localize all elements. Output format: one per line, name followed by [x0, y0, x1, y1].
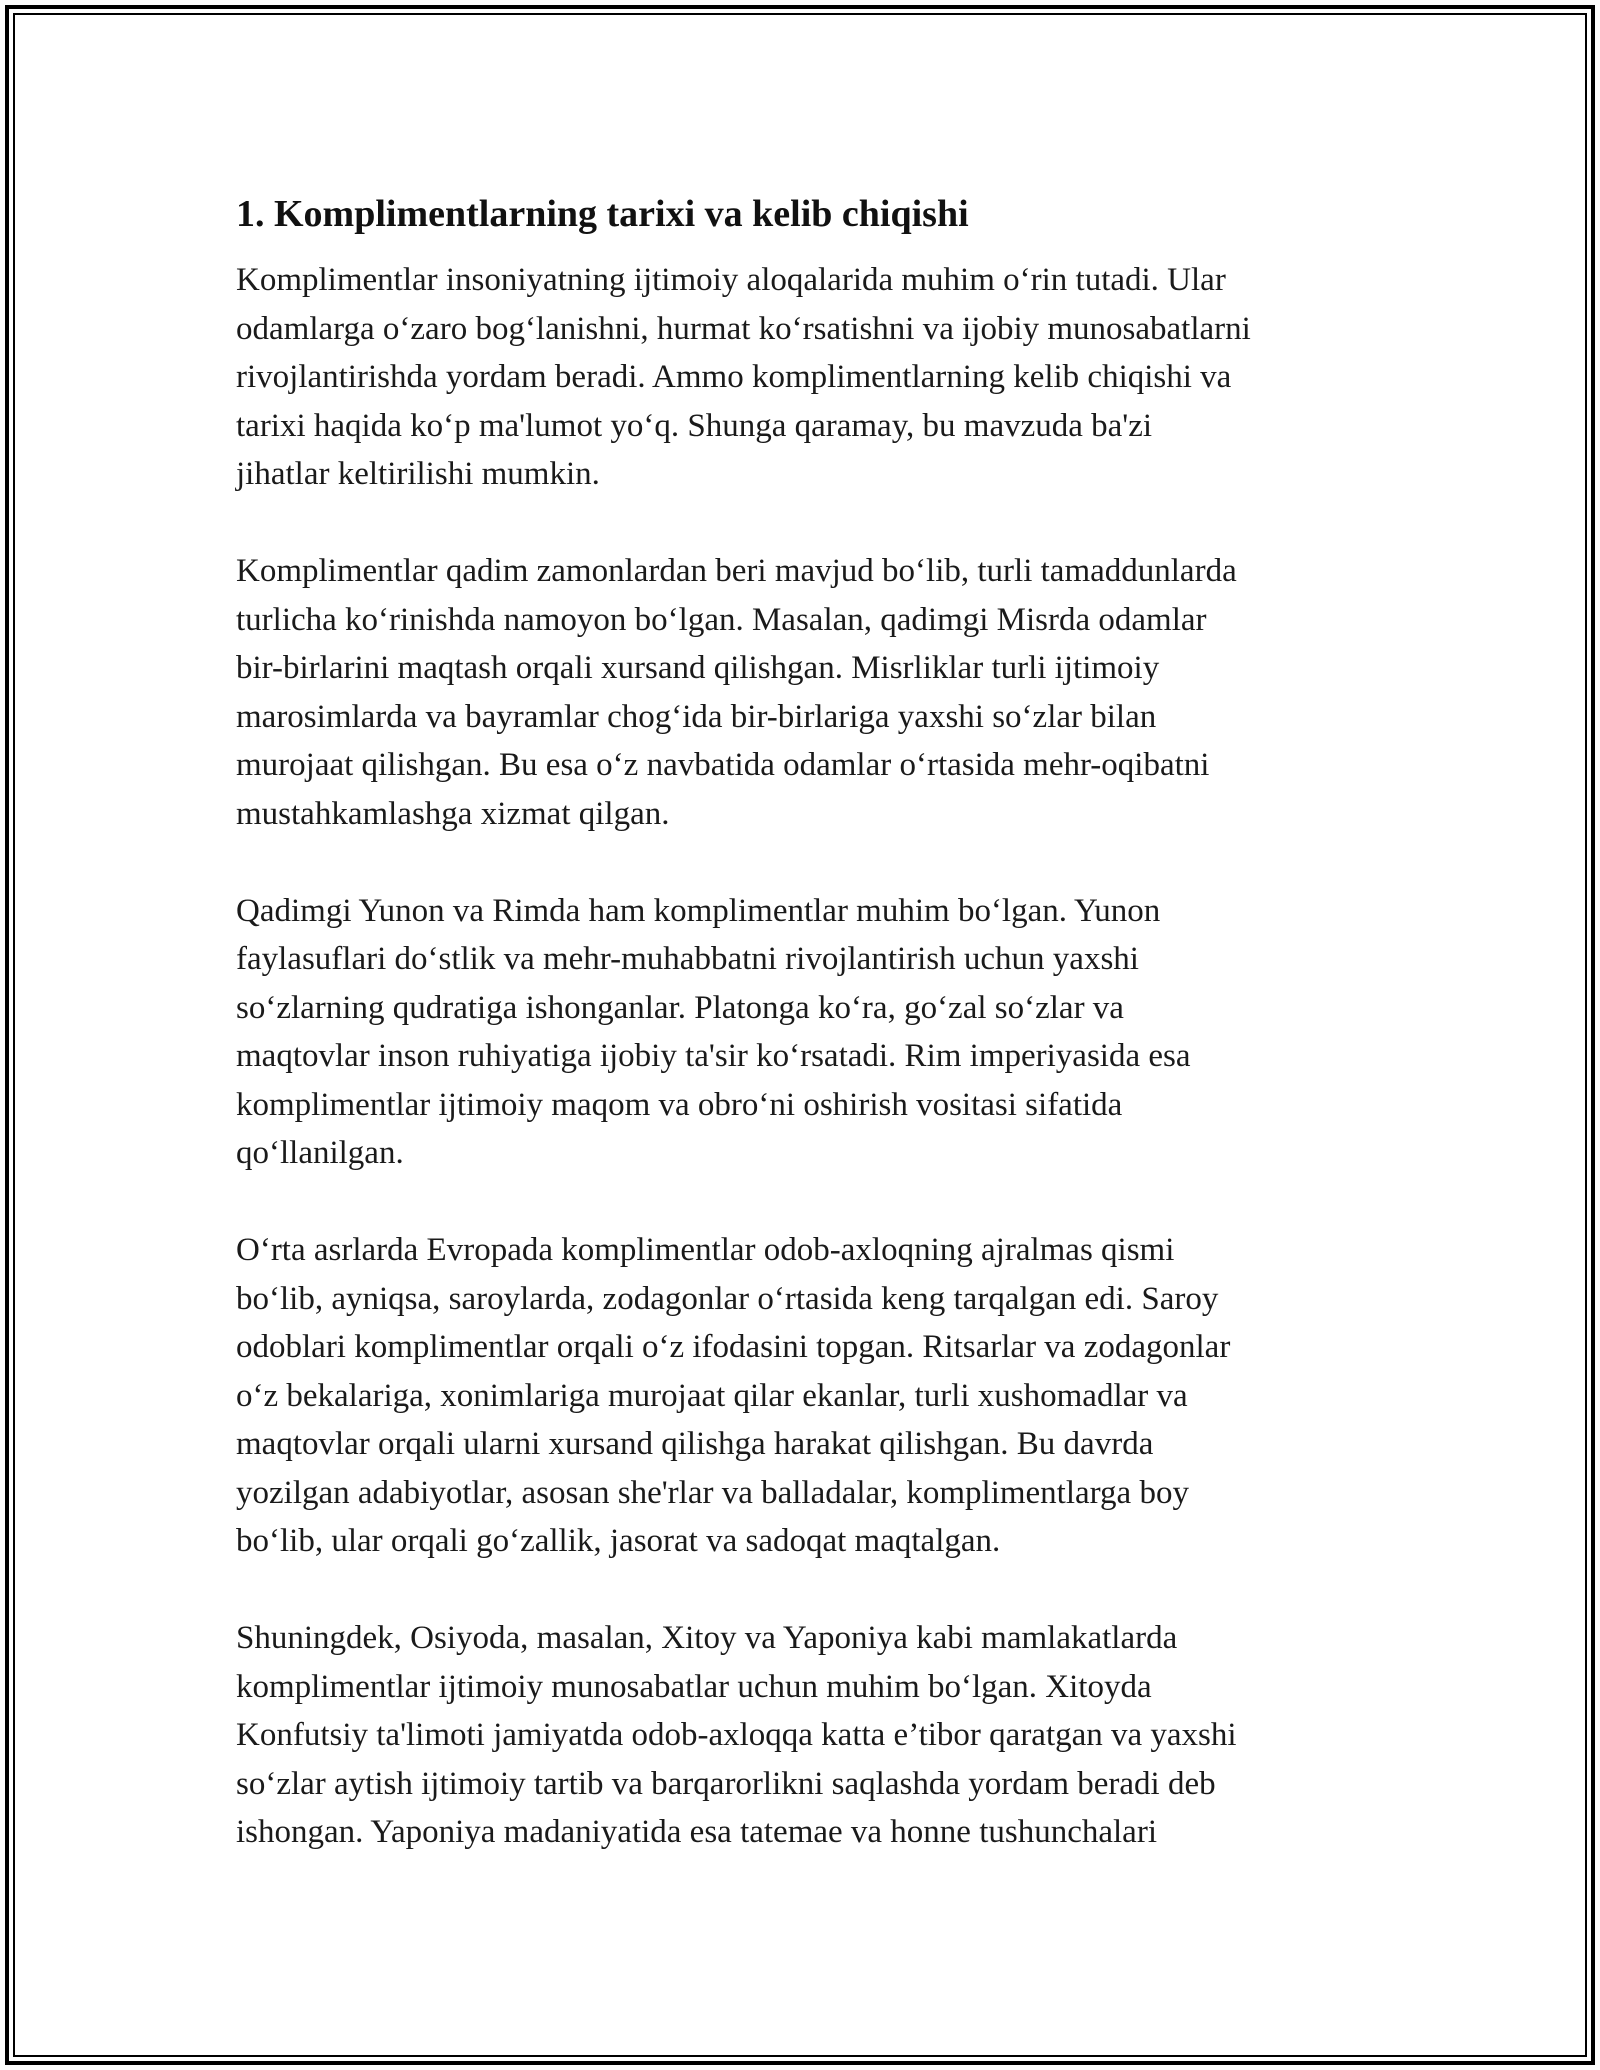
- paragraph-line: mustahkamlashga xizmat qilgan.: [236, 795, 670, 832]
- paragraph-line: faylasuflari do‘stlik va mehr-muhabbatni rivojlantirish uchun yaxshi: [236, 941, 1139, 977]
- paragraph-line: komplimentlar ijtimoiy munosabatlar uchun muhim bo‘lgan. Xitoyda: [236, 1668, 1152, 1705]
- paragraph-line: murojaat qilishgan. Bu esa o‘z navbatida odamlar o‘rtasida mehr-oqibatni: [236, 747, 1210, 783]
- paragraph-line: rivojlantirishda yordam beradi. Ammo komplimentlarning kelib chiqishi va: [236, 359, 1232, 395]
- paragraph-line: so‘zlarning qudratiga ishonganlar. Platonga ko‘ra, go‘zal so‘zlar va: [236, 989, 1124, 1026]
- paragraph-line: bo‘lib, ayniqsa, saroylarda, zodagonlar o‘rtasida keng tarqalgan edi. Saroy: [236, 1280, 1219, 1317]
- paragraph-line: Shuningdek, Osiyoda, masalan, Xitoy va Yaponiya kabi mamlakatlarda: [236, 1620, 1178, 1656]
- paragraph-line: odamlarga o‘zaro bog‘lanishni, hurmat ko‘rsatishni va ijobiy munosabatlarni: [236, 310, 1251, 347]
- paragraph-line: jihatlar keltirilishi mumkin.: [236, 456, 600, 492]
- paragraph-4: [236, 1226, 1386, 1566]
- paragraph-1: [236, 256, 1386, 499]
- paragraph-line: so‘zlar aytish ijtimoiy tartib va barqarorlikni saqlashda yordam beradi deb: [236, 1765, 1216, 1802]
- paragraph-line: bo‘lib, ular orqali go‘zallik, jasorat va sadoqat maqtalgan.: [236, 1523, 1001, 1559]
- paragraph-line: turlicha ko‘rinishda namoyon bo‘lgan. Masalan, qadimgi Misrda odamlar: [236, 601, 1207, 638]
- paragraph-line: maqtovlar orqali ularni xursand qilishga harakat qilishgan. Bu davrda: [236, 1426, 1154, 1462]
- paragraph-line: Komplimentlar insoniyatning ijtimoiy aloqalarida muhim o‘rin tutadi. Ular: [236, 262, 1226, 298]
- paragraph-line: O‘rta asrlarda Evropada komplimentlar odob-axloqning ajralmas qismi: [236, 1232, 1175, 1268]
- paragraph-3: [236, 887, 1386, 1178]
- paragraph-line: Konfutsiy ta'limoti jamiyatda odob-axloqqa katta e’tibor qaratgan va yaxshi: [236, 1717, 1237, 1753]
- paragraph-line: qo‘llanilgan.: [236, 1135, 404, 1171]
- section-heading: 1. Komplimentlarning tarixi va kelib chiqishi: [236, 193, 969, 235]
- paragraph-line: o‘z bekalariga, xonimlariga murojaat qilar ekanlar, turli xushomadlar va: [236, 1377, 1188, 1414]
- paragraph-line: yozilgan adabiyotlar, asosan she'rlar va balladalar, komplimentlarga boy: [236, 1474, 1189, 1511]
- document-body: [236, 186, 1386, 1905]
- paragraph-line: tarixi haqida ko‘p ma'lumot yo‘q. Shunga qaramay, bu mavzuda ba'zi: [236, 407, 1153, 444]
- paragraph-2: [236, 547, 1386, 838]
- paragraph-line: maqtovlar inson ruhiyatiga ijobiy ta'sir ko‘rsatadi. Rim imperiyasida esa: [236, 1038, 1191, 1074]
- paragraph-line: komplimentlar ijtimoiy maqom va obro‘ni oshirish vositasi sifatida: [236, 1086, 1123, 1123]
- paragraph-line: odoblari komplimentlar orqali o‘z ifodasini topgan. Ritsarlar va zodagonlar: [236, 1329, 1231, 1365]
- paragraph-line: ishongan. Yaponiya madaniyatida esa tatemae va honne tushunchalari: [236, 1814, 1157, 1850]
- paragraph-line: Komplimentlar qadim zamonlardan beri mavjud bo‘lib, turli tamaddunlarda: [236, 553, 1237, 589]
- paragraph-5: [236, 1614, 1386, 1857]
- paragraph-line: Qadimgi Yunon va Rimda ham komplimentlar muhim bo‘lgan. Yunon: [236, 892, 1161, 929]
- paragraph-line: marosimlarda va bayramlar chog‘ida bir-birlariga yaxshi so‘zlar bilan: [236, 698, 1157, 735]
- paragraph-line: bir-birlarini maqtash orqali xursand qilishgan. Misrliklar turli ijtimoiy: [236, 650, 1160, 686]
